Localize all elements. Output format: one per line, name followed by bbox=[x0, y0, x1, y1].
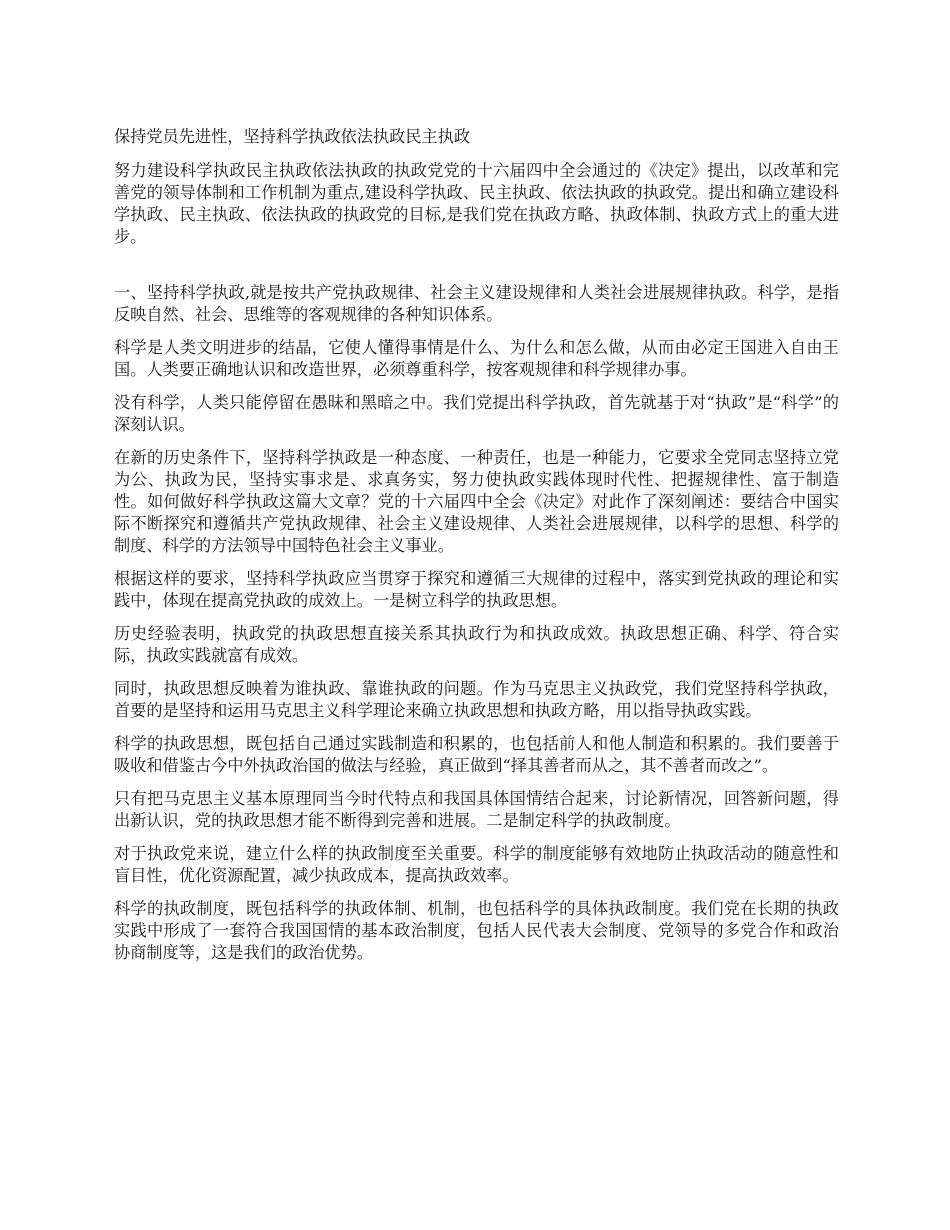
paragraph: 根据这样的要求，坚持科学执政应当贯穿于探究和遵循三大规律的过程中，落实到党执政的理论和实践中，体现在提高党执政的成效上。一是树立科学的执政思想。 bbox=[114, 569, 839, 610]
document-page bbox=[114, 126, 839, 975]
paragraph: 一、坚持科学执政,就是按共产党执政规律、社会主义建设规律和人类社会进展规律执政。科学，是指反映自然、社会、思维等的客观规律的各种知识体系。 bbox=[114, 283, 839, 324]
paragraph: 科学的执政制度，既包括科学的执政体制、机制，也包括科学的具体执政制度。我们党在长期的执政实践中形成了一套符合我国国情的基本政治制度，包括人民代表大会制度、党领导的多党合作和政治协商制度等，这是我们的政治优势。 bbox=[114, 899, 839, 962]
document-title: 保持党员先进性，坚持科学执政依法执政民主执政 bbox=[114, 127, 471, 146]
paragraph: 科学是人类文明进步的结晶，它使人懂得事情是什么、为什么和怎么做，从而由必定王国进入自由王国。人类要正确地认识和改造世界，必须尊重科学，按客观规律和科学规律办事。 bbox=[114, 338, 839, 379]
paragraph: 科学的执政思想，既包括自己通过实践制造和积累的，也包括前人和他人制造和积累的。我们要善于吸收和借鉴古今中外执政治国的做法与经验，真正做到“择其善者而从之，其不善者而改之”。 bbox=[114, 734, 839, 775]
paragraph: 对于执政党来说，建立什么样的执政制度至关重要。科学的制度能够有效地防止执政活动的随意性和盲目性，优化资源配置，减少执政成本，提高执政效率。 bbox=[114, 844, 839, 885]
paragraph: 同时，执政思想反映着为谁执政、靠谁执政的问题。作为马克思主义执政党，我们党坚持科学执政，首要的是坚持和运用马克思主义科学理论来确立执政思想和执政方略，用以指导执政实践。 bbox=[114, 679, 839, 720]
paragraph: 没有科学，人类只能停留在愚昧和黑暗之中。我们党提出科学执政，首先就基于对“执政”是“科学”的深刻认识。 bbox=[114, 393, 839, 434]
paragraph: 只有把马克思主义基本原理同当今时代特点和我国具体国情结合起来，讨论新情况，回答新问题，得出新认识，党的执政思想才能不断得到完善和进展。二是制定科学的执政制度。 bbox=[114, 789, 839, 830]
paragraph: 努力建设科学执政民主执政依法执政的执政党党的十六届四中全会通过的《决定》提出，以改革和完善党的领导体制和工作机制为重点,建设科学执政、民主执政、依法执政的执政党。提出和确立建设科学执政、民主执政、依法执政的执政党的目标,是我们党在执政方略、执政体制、执政方式上的重大进步。 bbox=[114, 161, 839, 246]
paragraph: 历史经验表明，执政党的执政思想直接关系其执政行为和执政成效。执政思想正确、科学、符合实际，执政实践就富有成效。 bbox=[114, 624, 839, 665]
paragraph: 在新的历史条件下，坚持科学执政是一种态度、一种责任，也是一种能力，它要求全党同志坚持立党为公、执政为民，坚持实事求是、求真务实，努力使执政实践体现时代性、把握规律性、富于制造性。如何做好科学执政这篇大文章？党的十六届四中全会《决定》对此作了深刻阐述：要结合中国实际不断探究和遵循共产党执政规律、社会主义建设规律、人类社会进展规律，以科学的思想、科学的制度、科学的方法领导中国特色社会主义事业。 bbox=[114, 448, 839, 555]
